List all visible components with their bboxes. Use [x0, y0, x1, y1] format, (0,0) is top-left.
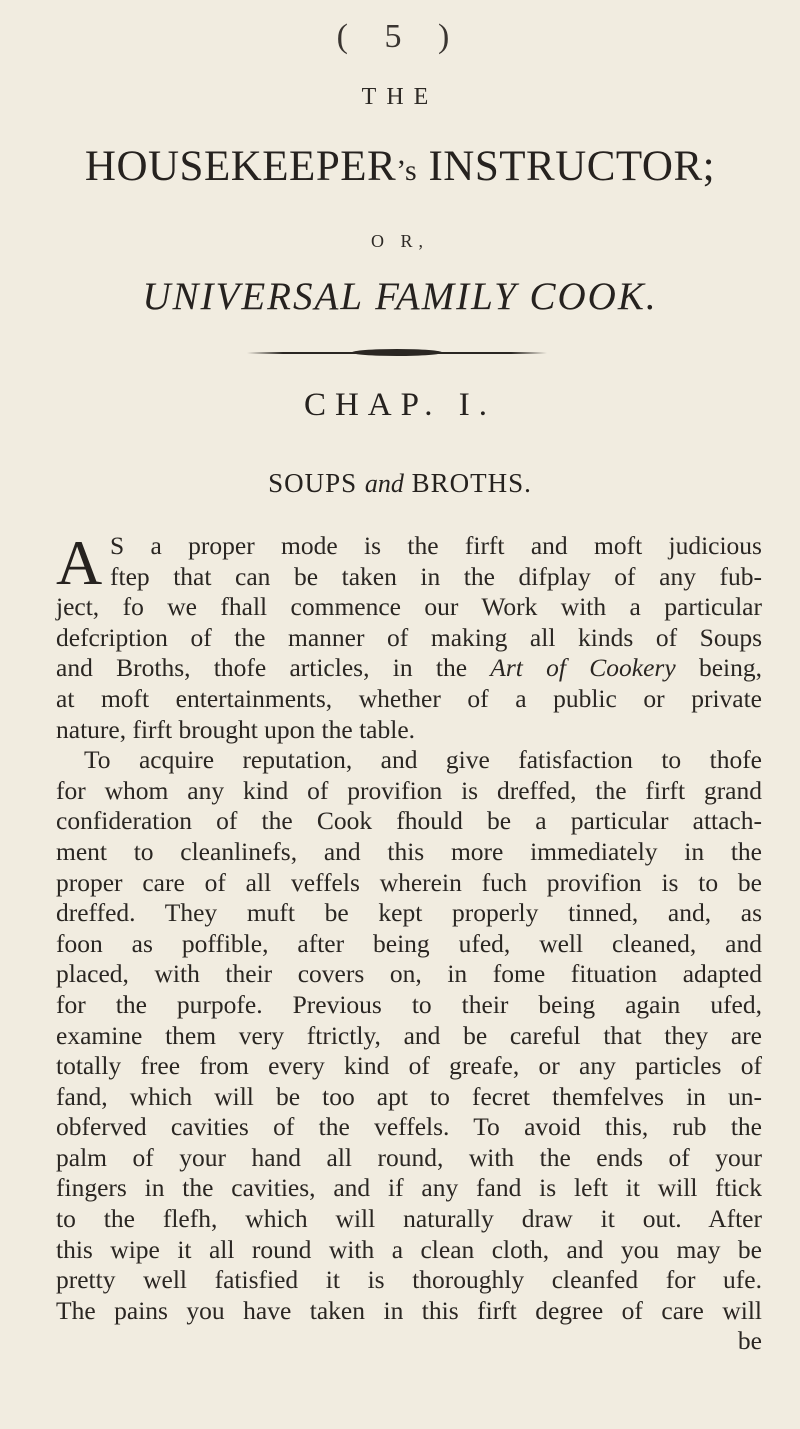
text-line: for the purpofe. Previous to their being again ufed,: [56, 989, 762, 1019]
text-line-part: and Broths, thofe articles, in the: [56, 653, 491, 683]
book-title-part1: HOUSEKEEPER: [84, 143, 397, 190]
page-number: ( 5 ): [336, 18, 464, 55]
text-line: at moft entertainments, whether of a public or private: [56, 683, 762, 713]
ornamental-rule-center: [352, 349, 442, 356]
text-line: confideration of the Cook fhould be a particular attach-: [56, 806, 762, 836]
body-text: [56, 527, 763, 1357]
text-line: foon as poffible, after being ufed, well cleaned, and: [56, 928, 762, 958]
text-line: examine them very ftrictly, and be careful that they are: [56, 1020, 762, 1050]
drop-cap: A: [56, 527, 103, 598]
text-line: [56, 653, 762, 684]
section-heading-part1: SOUPS: [268, 468, 358, 498]
book-subtitle: UNIVERSAL FAMILY COOK.: [142, 275, 658, 318]
text-line: defcription of the manner of making all kinds of Soups: [56, 622, 762, 652]
text-line: palm of your hand all round, with the ends of your: [56, 1142, 762, 1172]
text-line: placed, with their covers on, in fome fituation adapted: [56, 959, 762, 989]
text-line: The pains you have taken in this firft degree of care will: [56, 1295, 762, 1325]
text-line: ment to cleanlinefs, and this more immediately in the: [56, 836, 762, 866]
title-article: THE: [361, 84, 439, 110]
section-heading-part3: BROTHS.: [411, 468, 532, 498]
text-line: proper care of all veffels wherein fuch provifion is to be: [56, 867, 762, 897]
text-line: totally free from every kind of greafe, or any particles of: [56, 1051, 762, 1081]
book-title-possessive: ’s: [396, 154, 418, 187]
text-line: obferved cavities of the veffels. To avoid this, rub the: [56, 1112, 762, 1142]
title-conjunction: O R,: [370, 231, 429, 251]
text-line-part: being,: [675, 653, 763, 683]
text-line: To acquire reputation, and give fatisfaction to thofe: [84, 745, 762, 775]
text-line: S a proper mode is the firft and moft judicious: [110, 531, 762, 560]
text-line: nature, firft brought upon the table.: [56, 714, 416, 744]
book-title: [0, 142, 800, 191]
section-heading-italic: and: [364, 469, 404, 498]
text-line: dreffed. They muft be kept properly tinned, and, as: [56, 898, 762, 928]
catchword: be: [737, 1326, 762, 1356]
text-line: fand, which will be too apt to fecret themfelves in un-: [56, 1081, 762, 1111]
text-line: this wipe it all round with a clean cloth, and you may be: [56, 1234, 762, 1264]
text-line: fingers in the cavities, and if any fand is left it will ftick: [56, 1173, 762, 1203]
book-reference-italic: Art of Cookery: [490, 653, 676, 683]
text-line: ftep that can be taken in the difplay of any fub-: [110, 561, 762, 591]
text-line: for whom any kind of provifion is dreffed, the firft grand: [56, 775, 762, 805]
chapter-label: CHAP. I.: [303, 387, 497, 423]
section-heading: [0, 468, 800, 499]
book-title-part3: INSTRUCTOR;: [417, 143, 716, 190]
text-line: to the flefh, which will naturally draw it out. After: [56, 1204, 762, 1234]
text-line: pretty well fatisfied it is thoroughly cleanfed for ufe.: [56, 1265, 762, 1295]
text-line: ject, fo we fhall commence our Work with a particular: [56, 592, 762, 622]
